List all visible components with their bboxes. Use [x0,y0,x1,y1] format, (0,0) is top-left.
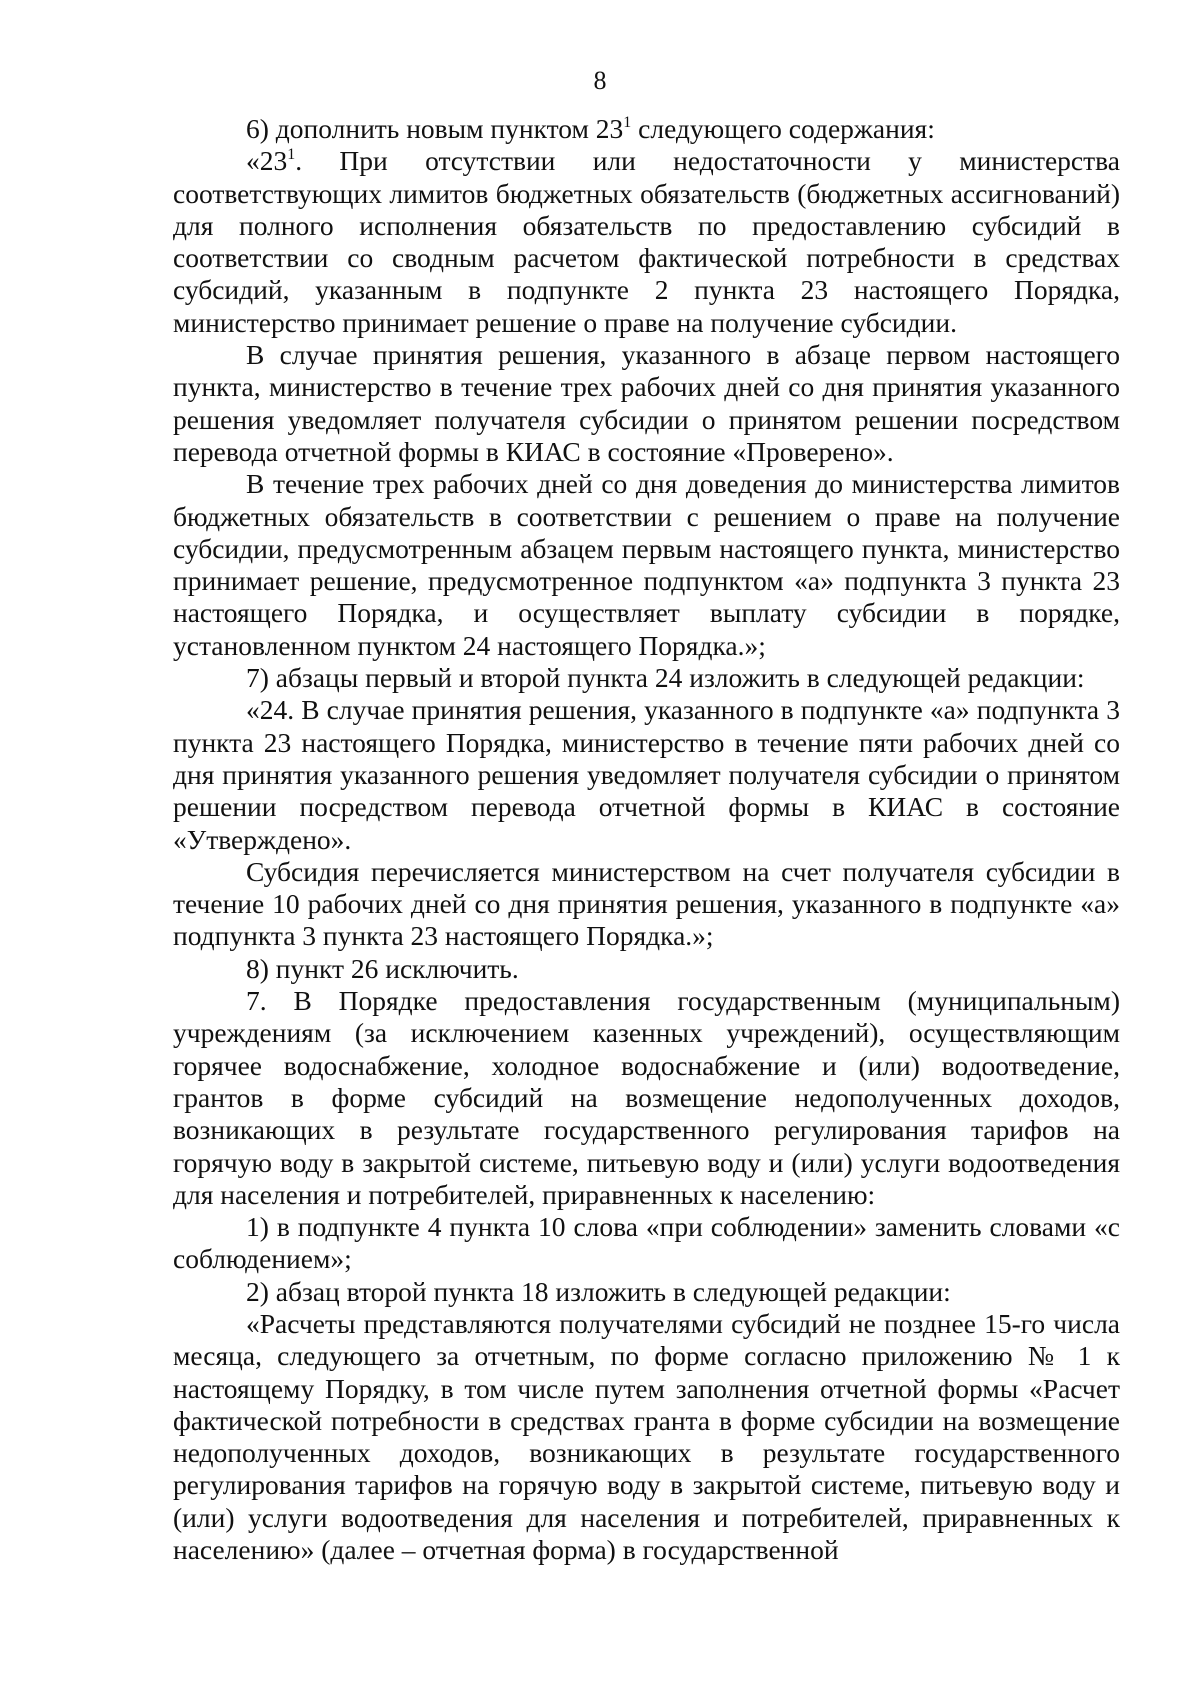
paragraph-amendment-7: 7) абзацы первый и второй пункта 24 изложить в следующей редакции: [246,662,1085,694]
paragraph-subitem-2: 2) абзац второй пункта 18 изложить в следующей редакции: [246,1275,951,1307]
paragraph-text: «23 [246,145,288,177]
paragraph-decision-notice: В случае принятия решения, указанного в абзаце первом настоящего пункта, министерство в течение трех рабочих дней со дня принятия указанного решения уведомляет получателя субсидии о принятом решении посредством перевода отчетной формы в КИАС в состояние «Проверено». [173,339,1120,467]
paragraph-amendment-6 [173,113,1120,145]
paragraph-item-23-1 [173,145,1120,339]
superscript: 1 [287,146,296,164]
paragraph-calculations: «Расчеты представляются получателями субсидий не позднее 15-го числа месяца, следующего за отчетным, по форме согласно приложению № 1 к настоящему Порядку, в том числе путем заполнения отчетной формы «Расчет фактической потребности в средствах гранта в форме субсидии на возмещение недополученных доходов, возникающих в результате государственного регулирования тарифов на горячую воду в закрытой системе, питьевую воду и (или) услуги водоотведения для населения и потребителей, приравненных к населению» (далее – отчетная форма) в государственной [173,1307,1120,1566]
paragraph-subitem-1: 1) в подпункте 4 пункта 10 слова «при соблюдении» заменить словами «с соблюдением»; [173,1211,1120,1275]
paragraph-text: 6) дополнить новым пунктом 23 [246,113,624,144]
paragraph-subsidy-transfer: Субсидия перечисляется министерством на счет получателя субсидии в течение 10 рабочих дней со дня принятия решения, указанного в подпункте «а» подпункта 3 пункта 23 настоящего Порядка.»; [173,855,1120,952]
paragraph-text: . При отсутствии или недостаточности у министерства соответствующих лимитов бюджетных обязательств (бюджетных ассигнований) для полного исполнения обязательств по предоставлению субсидий в соответствии со сводным расчетом фактической потребности в средствах субсидий, указанным в подпункте 2 пункта 23 настоящего Порядка, министерство принимает решение о праве на получение субсидии. [173,145,1120,338]
paragraph-text: следующего содержания: [631,113,935,144]
document-body [173,113,1120,1566]
paragraph-limits-payment: В течение трех рабочих дней со дня доведения до министерства лимитов бюджетных обязательств в соответствии с решением о праве на получение субсидии, предусмотренным абзацем первым настоящего пункта, министерство принимает решение, предусмотренное подпунктом «а» подпункта 3 пункта 23 настоящего Порядка, и осуществляет выплату субсидии в порядке, установленном пунктом 24 настоящего Порядка.»; [173,468,1120,661]
paragraph-amendment-8: 8) пункт 26 исключить. [246,952,519,984]
paragraph-item-24: «24. В случае принятия решения, указанного в подпункте «а» подпункта 3 пункта 23 настоящего Порядка, министерство в течение пяти рабочих дней со дня принятия указанного решения уведомляет получателя субсидии о принятом решении посредством перевода отчетной формы в КИАС в состояние «Утверждено». [173,694,1120,855]
page-number: 8 [593,66,607,95]
paragraph-section-7: 7. В Порядке предоставления государственным (муниципальным) учреждениям (за исключением казенных учреждений), осуществляющим горячее водоснабжение, холодное водоснабжение и (или) водоотведение, грантов в форме субсидий на возмещение недополученных доходов, возникающих в результате государственного регулирования тарифов на горячую воду в закрытой системе, питьевую воду и (или) услуги водоотведения для населения и потребителей, приравненных к населению: [173,985,1120,1210]
superscript: 1 [623,114,632,131]
